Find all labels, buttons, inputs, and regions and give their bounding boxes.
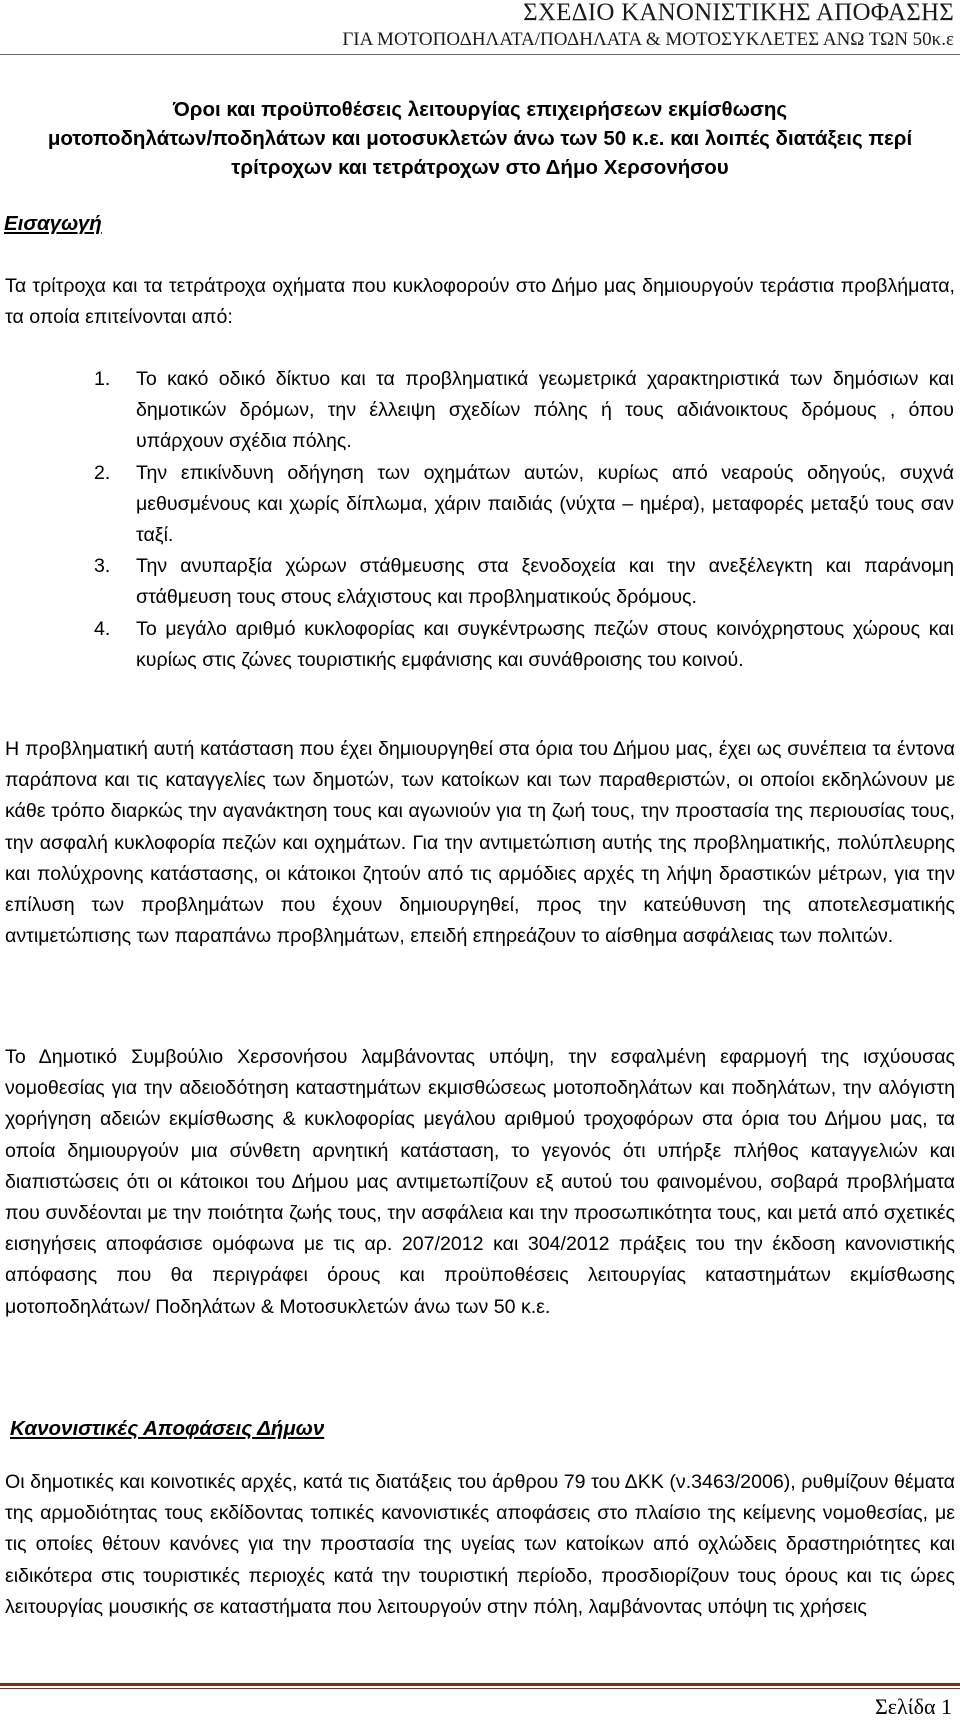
list-item-number: 1. [94, 368, 111, 390]
list-item-number: 2. [94, 461, 111, 484]
body-paragraph: Η προβληματική αυτή κατάσταση που έχει δημιουργηθεί στα όρια του Δήμου μας, έχει ως συνέπεια τα έντονα παράπονα και τις καταγγελίες των δημοτών, των κατοίκων και των παραθεριστών, οι οποίοι εκδηλώνουν με κάθε τρόπο διαρκώς την αγανάκτηση τους και αγωνιούν για τη ζωή τους, την προστασία της περιουσίας τους, την ασφαλή κυκλοφορία πεζών και οχημάτων. Για την αντιμετώπιση αυτής της προβληματικής, πολύπλευρης και πολύχρονης κατάστασης, οι κάτοικοι ζητούν από τις αρμόδιες αρχές τη λήψη δραστικών μέτρων, για την επίλυση των προβλημάτων που έχουν δημιουργηθεί, προς την κατεύθυνση της αποτελεσματικής αντιμετώπισης των παραπάνω προβλημάτων, επειδή επηρεάζουν το αίσθημα ασφάλειας των πολιτών. [5, 738, 955, 948]
list-item [94, 458, 954, 552]
page-number: Σελίδα 1 [874, 1694, 952, 1719]
list-item [94, 551, 954, 613]
body-paragraph: Το Δημοτικό Συμβούλιο Χερσονήσου λαμβάνοντας υπόψη, την εσφαλμένη εφαρμογή της ισχύουσας νομοθεσίας για την αδειοδότηση καταστημάτων εκμισθώσεως μοτοποδηλάτων και ποδηλάτων, την αλόγιστη χορήγηση αδειών εκμίσθωσης & κυκλοφορίας μεγάλου αριθμού τροχοφόρων στα όρια του Δήμου μας, τα οποία δημιουργούν μια σύνθετη αρνητική κατάσταση, το γεγονός ότι υπήρξε πλήθος καταγγελιών και διαπιστώσεις ότι οι κάτοικοι του Δήμου μας αντιμετωπίζουν εξ αυτού του φαινομένου, σοβαρά προβλήματα που συνδέονται με την ποιότητα ζωής τους, την ασφάλεια και την προσωπικότητα τους, και μετά από σχετικές εισηγήσεις αποφάσισε ομόφωνα με τις αρ. 207/2012 και 304/2012 πράξεις του την έκδοση κανονιστικής απόφασης που θα περιγράφει όρους και προϋποθέσεις λειτουργίας καταστημάτων εκμίσθωσης μοτοποδηλάτων/ Ποδηλάτων & Μοτοσυκλετών άνω των 50 κ.ε. [5, 1046, 955, 1318]
intro-paragraph: Τα τρίτροχα και τα τετράτροχα οχήματα που κυκλοφορούν στο Δήμο μας δημιουργούν τεράστια προβλήματα, τα οποία επιτείνονται από: [5, 275, 955, 329]
footer-divider [0, 1683, 960, 1686]
document-title-line: Όροι και προϋποθέσεις λειτουργίας επιχειρήσεων εκμίσθωσης [172, 98, 788, 121]
header-divider [0, 54, 960, 55]
document-title-line: τρίτροχων και τετράτροχων στο Δήμο Χερσονήσου [231, 156, 729, 179]
list-item-text: Την επικίνδυνη οδήγηση των οχημάτων αυτών, κυρίως από νεαρούς οδηγούς, συχνά μεθυσμένους και χωρίς δίπλωμα, χάριν παιδιάς (νύχτα – ημέρα), μεταφορές μεταξύ τους σαν ταξί. [136, 461, 954, 547]
header-subtitle: ΓΙΑ ΜΟΤΟΠΟΔΗΛΑΤΑ/ΠΟΔΗΛΑΤΑ & ΜΟΤΟΣΥΚΛΕΤΕΣ ΑΝΩ ΤΩΝ 50κ.ε [342, 29, 954, 50]
page-header [0, 0, 960, 52]
footer-divider-thin [0, 1688, 960, 1689]
problems-list [94, 364, 954, 676]
section-heading-intro: Εισαγωγή [4, 212, 102, 235]
list-item-text: Την ανυπαρξία χώρων στάθμευσης στα ξενοδοχεία και την ανεξέλεγκτη και παράνομη στάθμευση τους στους ελάχιστους και προβληματικούς δρόμους. [136, 555, 954, 609]
document-title-line: μοτοποδηλάτων/ποδηλάτων και μοτοσυκλετών άνω των 50 κ.ε. και λοιπές διατάξεις περί [47, 127, 913, 150]
list-item-text: Το κακό οδικό δίκτυο και τα προβληματικά γεωμετρικά χαρακτηριστικά των δημόσιων και δημοτικών δρόμων, την έλλειψη σχεδίων πόλης ή τους αδιάνοικτους δρόμους , όπου υπάρχουν σχέδια πόλης. [136, 368, 954, 453]
body-paragraph: Οι δημοτικές και κοινοτικές αρχές, κατά τις διατάξεις του άρθρου 79 του ΔΚΚ (ν.3463/2006), ρυθμίζουν θέματα της αρμοδιότητας τους εκδίδοντας τοπικές κανονιστικές αποφάσεις στο πλαίσιο της κείμενης νομοθεσίας, με τις οποίες θέτουν κανόνες για την προστασία της υγείας των κατοίκων από οχλώδεις δραστηριότητες και ειδικότερα στις τουριστικές περιοχές κατά την τουριστική περίοδο, προσδιορίζουν τους όρους και τις ώρες λειτουργίας μουσικής σε καταστήματα που λειτουργούν στην πόλη, λαμβάνοντας υπόψη τις χρήσεις [5, 1471, 955, 1618]
list-item-number: 3. [94, 555, 111, 578]
list-item [94, 614, 954, 676]
section-heading-regulations: Κανονιστικές Αποφάσεις Δήμων [10, 1417, 325, 1440]
header-title: ΣΧΕΔΙΟ ΚΑΝΟΝΙΣΤΙΚΗΣ ΑΠΟΦΑΣΗΣ [523, 0, 954, 26]
document-title [0, 95, 960, 182]
list-item-text: Το μεγάλο αριθμό κυκλοφορίας και συγκέντρωσης πεζών στους κοινόχρηστους χώρους και κυρίως στις ζώνες τουριστικής εμφάνισης και συνάθροισης του κοινού. [136, 617, 954, 671]
list-item [94, 364, 954, 458]
list-item-number: 4. [94, 617, 111, 640]
